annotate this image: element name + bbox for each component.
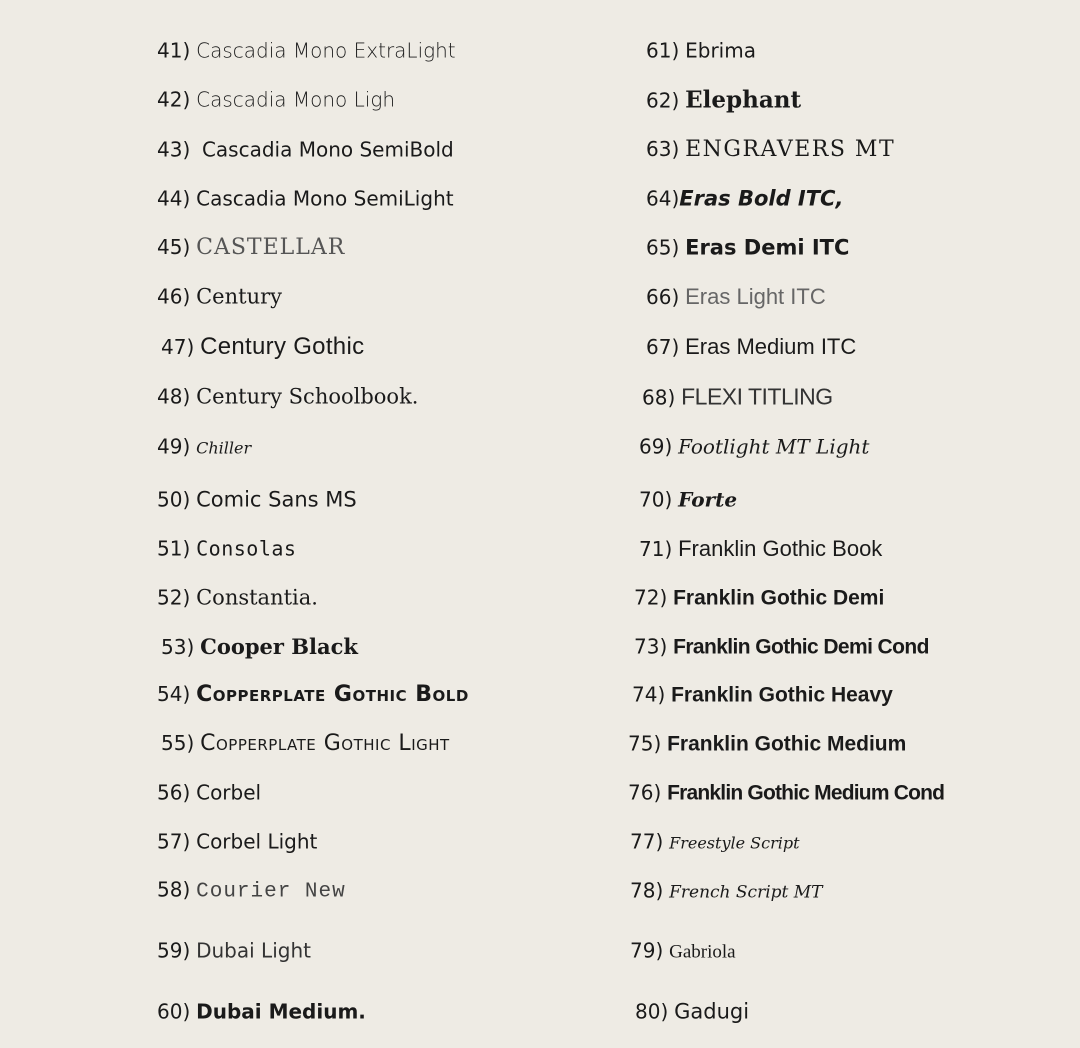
font-list-item xyxy=(157,829,318,854)
font-name: Courier New xyxy=(196,880,346,904)
font-list-item xyxy=(646,86,802,114)
item-number: 44) xyxy=(157,186,191,211)
item-number: 48) xyxy=(157,384,191,409)
font-name: Eras Medium ITC xyxy=(685,334,857,359)
font-list-item xyxy=(630,938,736,963)
font-name: Century Schoolbook. xyxy=(196,384,419,409)
item-number: 79) xyxy=(630,938,664,963)
item-number: 53) xyxy=(161,635,195,659)
font-list-item xyxy=(639,538,882,560)
font-name: Franklin Gothic Medium xyxy=(667,732,907,756)
item-number: 57) xyxy=(157,829,191,854)
item-number: 80) xyxy=(635,999,669,1024)
font-list-item xyxy=(639,434,870,459)
item-number: 64) xyxy=(646,186,680,211)
font-name: Franklin Gothic Demi xyxy=(673,586,885,610)
item-number: 69) xyxy=(639,434,673,459)
item-number: 43) xyxy=(157,137,191,162)
font-name: Eras Light ITC xyxy=(685,284,826,309)
item-number: 59) xyxy=(157,938,191,963)
font-list-item xyxy=(157,87,396,112)
item-number: 42) xyxy=(157,87,191,112)
font-name: Cascadia Mono ExtraLight xyxy=(196,38,456,63)
item-number: 51) xyxy=(157,536,191,561)
item-number: 54) xyxy=(157,682,191,706)
font-list-item xyxy=(646,38,756,63)
font-list-item xyxy=(642,383,833,410)
item-number: 55) xyxy=(161,731,195,755)
font-list-item xyxy=(157,938,311,963)
font-list-item xyxy=(157,999,366,1024)
font-name: Copperplate Gothic Bold xyxy=(196,682,469,707)
item-number: 68) xyxy=(642,385,676,410)
item-number: 78) xyxy=(630,878,664,903)
font-list-item xyxy=(157,487,357,512)
font-list-item xyxy=(630,878,823,903)
font-list-item xyxy=(157,780,262,805)
font-list-item xyxy=(628,780,945,805)
item-number: 58) xyxy=(157,877,191,902)
font-name: Century Gothic xyxy=(200,333,365,360)
font-name: Footlight MT Light xyxy=(678,434,870,459)
font-list-item xyxy=(157,536,297,561)
font-list-item xyxy=(646,186,844,211)
font-list-item xyxy=(157,434,252,459)
font-name: Copperplate Gothic Light xyxy=(200,731,450,756)
font-name: Dubai Medium. xyxy=(196,999,366,1024)
font-name: Constantia. xyxy=(196,585,318,610)
font-list-item xyxy=(157,186,454,211)
font-list-item xyxy=(630,829,800,854)
font-list-item xyxy=(157,684,469,706)
font-list-item xyxy=(646,235,850,260)
font-name: Elephant xyxy=(685,86,802,114)
font-list-item xyxy=(161,733,450,755)
item-number: 49) xyxy=(157,434,191,459)
font-list-item xyxy=(634,585,885,610)
font-list-item xyxy=(157,38,456,63)
item-number: 56) xyxy=(157,780,191,805)
item-number: 76) xyxy=(628,780,662,805)
item-number: 72) xyxy=(634,585,668,610)
font-name: Franklin Gothic Demi Cond xyxy=(673,635,929,659)
font-list-item xyxy=(157,585,318,610)
font-name: Cascadia Mono SemiLight xyxy=(196,186,454,211)
font-list-item xyxy=(646,139,895,161)
font-name: Gadugi xyxy=(674,999,750,1024)
font-name: Ebrima xyxy=(685,38,756,63)
font-list-item xyxy=(157,237,345,259)
item-number: 45) xyxy=(157,235,191,259)
item-number: 73) xyxy=(634,634,668,659)
font-list-item xyxy=(639,487,738,512)
font-list-item xyxy=(157,877,346,904)
font-name: Freestyle Script xyxy=(669,833,800,853)
item-number: 70) xyxy=(639,487,673,512)
font-name: Franklin Gothic Book xyxy=(678,536,883,561)
font-name: Corbel xyxy=(196,780,262,805)
item-number: 65) xyxy=(646,235,680,260)
font-name: Gabriola xyxy=(669,941,736,963)
font-list-item xyxy=(161,335,364,359)
font-name: CASTELLAR xyxy=(196,235,346,260)
font-name: Eras Demi ITC xyxy=(685,235,850,260)
font-list-item xyxy=(635,999,750,1024)
font-name: Franklin Gothic Heavy xyxy=(671,683,893,707)
font-name: Comic Sans MS xyxy=(196,487,357,512)
font-name: Eras Bold ITC, xyxy=(679,186,844,211)
item-number: 66) xyxy=(646,285,680,309)
font-name: ENGRAVERS MT xyxy=(685,137,896,162)
item-number: 52) xyxy=(157,585,191,610)
font-list-item xyxy=(646,336,856,358)
font-list-item xyxy=(646,286,826,308)
item-number: 47) xyxy=(161,335,195,359)
font-name: Corbel Light xyxy=(196,829,318,854)
font-name: Cooper Black xyxy=(200,634,358,659)
font-list-item xyxy=(157,284,282,309)
font-name: Cascadia Mono Ligh xyxy=(196,87,396,112)
item-number: 62) xyxy=(646,88,680,113)
item-number: 77) xyxy=(630,829,664,854)
item-number: 50) xyxy=(157,487,191,512)
item-number: 71) xyxy=(639,537,673,561)
font-list-item xyxy=(634,634,929,659)
item-number: 67) xyxy=(646,335,680,359)
item-number: 41) xyxy=(157,38,191,63)
font-list-item xyxy=(632,682,893,707)
font-name: Century xyxy=(196,284,282,309)
item-number: 75) xyxy=(628,731,662,756)
font-list-item xyxy=(628,731,907,756)
font-name: Chiller xyxy=(196,438,252,458)
font-list-item xyxy=(157,384,419,409)
font-name: Consolas xyxy=(196,536,297,561)
font-name: Dubai Light xyxy=(196,938,311,963)
item-number: 61) xyxy=(646,38,680,63)
item-number: 63) xyxy=(646,137,680,161)
item-number: 60) xyxy=(157,999,191,1024)
font-name: Forte xyxy=(678,487,738,512)
item-number: 46) xyxy=(157,284,191,309)
font-name: Franklin Gothic Medium Cond xyxy=(667,781,945,805)
font-list-item xyxy=(161,636,358,658)
font-name: FLEXI TITLING xyxy=(681,383,833,410)
item-number: 74) xyxy=(632,682,666,707)
font-name: French Script MT xyxy=(669,882,823,903)
font-list-item xyxy=(157,137,454,162)
font-name: Cascadia Mono SemiBold xyxy=(201,137,454,162)
